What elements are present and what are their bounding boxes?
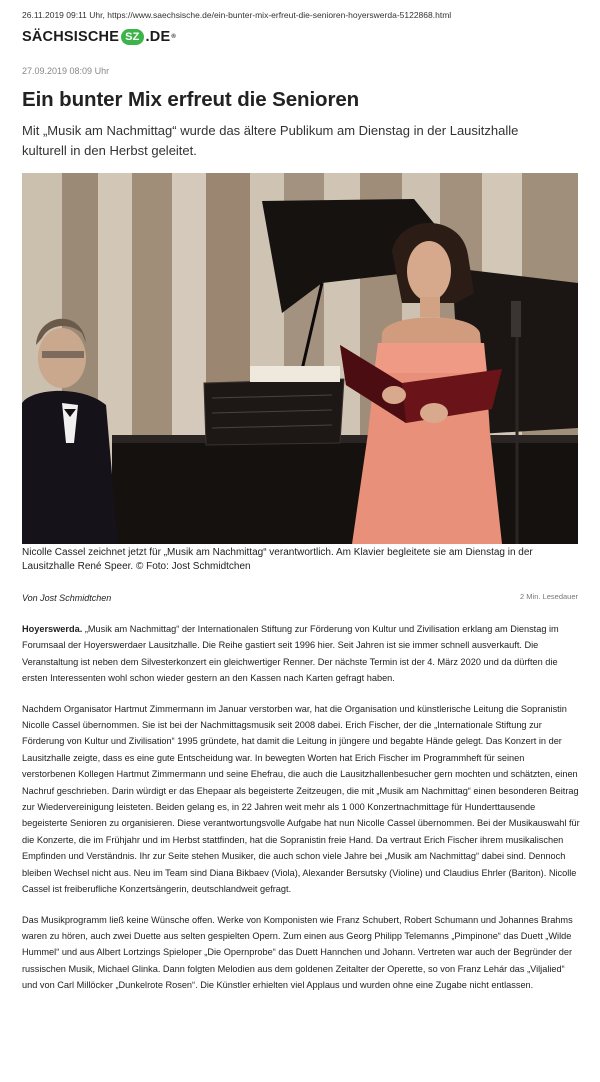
- read-time: 2 Min. Lesedauer: [520, 592, 578, 601]
- article-headline: Ein bunter Mix erfreut die Senioren: [22, 88, 360, 111]
- article-teaser: Mit „Musik am Nachmittag“ wurde das ältere Publikum am Dienstag in der Lausitzhalle kulturell in den Herbst geleitet.: [22, 123, 519, 158]
- photo-caption: Nicolle Cassel zeichnet jetzt für „Musik am Nachmittag“ verantwortlich. Am Klavier begleitete sie am Dienstag in der Lausitzhalle René Speer. © Foto: Jost Schmidtchen: [22, 547, 533, 572]
- site-logo[interactable]: [22, 28, 176, 46]
- logo-registered-mark: ®: [171, 34, 176, 40]
- paragraph-1: [22, 621, 580, 687]
- author-byline[interactable]: Von Jost Schmidtchen: [22, 593, 112, 603]
- logo-text-right: .DE: [145, 29, 171, 45]
- article-body: [22, 621, 580, 1008]
- logo-text-left: SÄCHSISCHE: [22, 29, 120, 45]
- print-header: 26.11.2019 09:11 Uhr, https://www.saechsische.de/ein-bunter-mix-erfreut-die-senioren-hoyerswerda-5122868.html: [22, 10, 452, 20]
- paragraph-1-text: „Musik am Nachmittag“ der Internationalen Stiftung zur Förderung von Kultur und Zivilisation erklang am Dienstag im Forumsaal der Hoyerswerdaer Lausitzhalle. Die Reihe gastiert seit 1996 hier. Seit Jahren ist sie immer schnell ausverkauft. Die Veranstaltung ist neben dem Silvesterkonzert ein gleichwertiger Renner. Der nächste Termin ist der 4. März 2020 und da dürften die ersten Interessenten wohl schon wieder gestern an den Kassen nach Karten gefragt haben.: [22, 624, 559, 684]
- article-photo: [22, 173, 578, 544]
- paragraph-2: Nachdem Organisator Hartmut Zimmermann im Januar verstorben war, hat die Organisation und künstlerische Leitung die Sopranistin Nicolle Cassel übernommen. Sie ist bei der Nachmittagsmusik seit 2008 dabei. Erich Fischer, der die „Internationale Stiftung zur Förderung von Kultur und Zivilisation“ 1995 gründete, hat damit die Leitung in jüngere und begabte Hände gelegt. Das Konzert in der Lausitzhalle zeigte, dass es eine gute Entscheidung war. In bewegten Worten hat Erich Fischer im Programmheft für seinen verstorbenen Kollegen Hartmut Zimmermann und seine Ehefrau, die auch die Lausitzhallenbesucher gern mochten und schätzten, einen Nachruf geschrieben. Darin würdigt er das Ehepaar als begeisterte Zeitzeugen, die mit „Musik am Nachmittag“ einen besonderen Beitrag zur Wiedervereinigung leisteten. Beiden gelang es, in 22 Jahren weit mehr als 1 000 Konzertnachmittage für Hunderttausende begeisterte Senioren zu organisieren. Diese verantwortungsvolle Aufgabe hat nun Nicolle Cassel übernommen. Bei der Musikauswahl für die Konzerte, die im Frühjahr und im Herbst stattfinden, hat die Sopranistin freie Hand. Da vertraut Erich Fischer ihrem musikalischen Empfinden und Verständnis. Ihr zur Seite stehen Musiker, die auch schon viele Jahre bei „Musik am Nachmittag“ dabei sind. Dennoch bleiben Wechsel nicht aus. Neu im Team sind Diana Bikbaev (Viola), Alexander Bersutsky (Violine) und Claudius Ehrler (Bariton). Nicolle Cassel ist freiberufliche Konzertsängerin, deutschlandweit gefragt.: [22, 703, 580, 895]
- logo-badge: SZ: [121, 29, 143, 45]
- publish-date: 27.09.2019 08:09 Uhr: [22, 66, 110, 76]
- dateline: Hoyerswerda.: [22, 624, 83, 634]
- paragraph-3: Das Musikprogramm ließ keine Wünsche offen. Werke von Komponisten wie Franz Schubert, Robert Schumann und Johannes Brahms waren zu hören, auch zwei Duette aus selten gespielten Opern. Zum einen aus Georg Philipp Telemanns „Pimpinone“ das Duett „Wilde Hummel“ und aus Albert Lortzings Spieloper „Die Opernprobe“ das Duett Hannchen und Johann. Vertreten war auch der Begründer der russischen Musik, Michael Glinka. Dann folgten Melodien aus dem goldenen Zeitalter der Operette, so von Franz Lehár das „Viljalied“ und von Carl Millöcker „Dunkelrote Rosen“. Die Künstler erhielten viel Applaus und wurden ohne eine Zugabe nicht entlassen.: [22, 914, 573, 991]
